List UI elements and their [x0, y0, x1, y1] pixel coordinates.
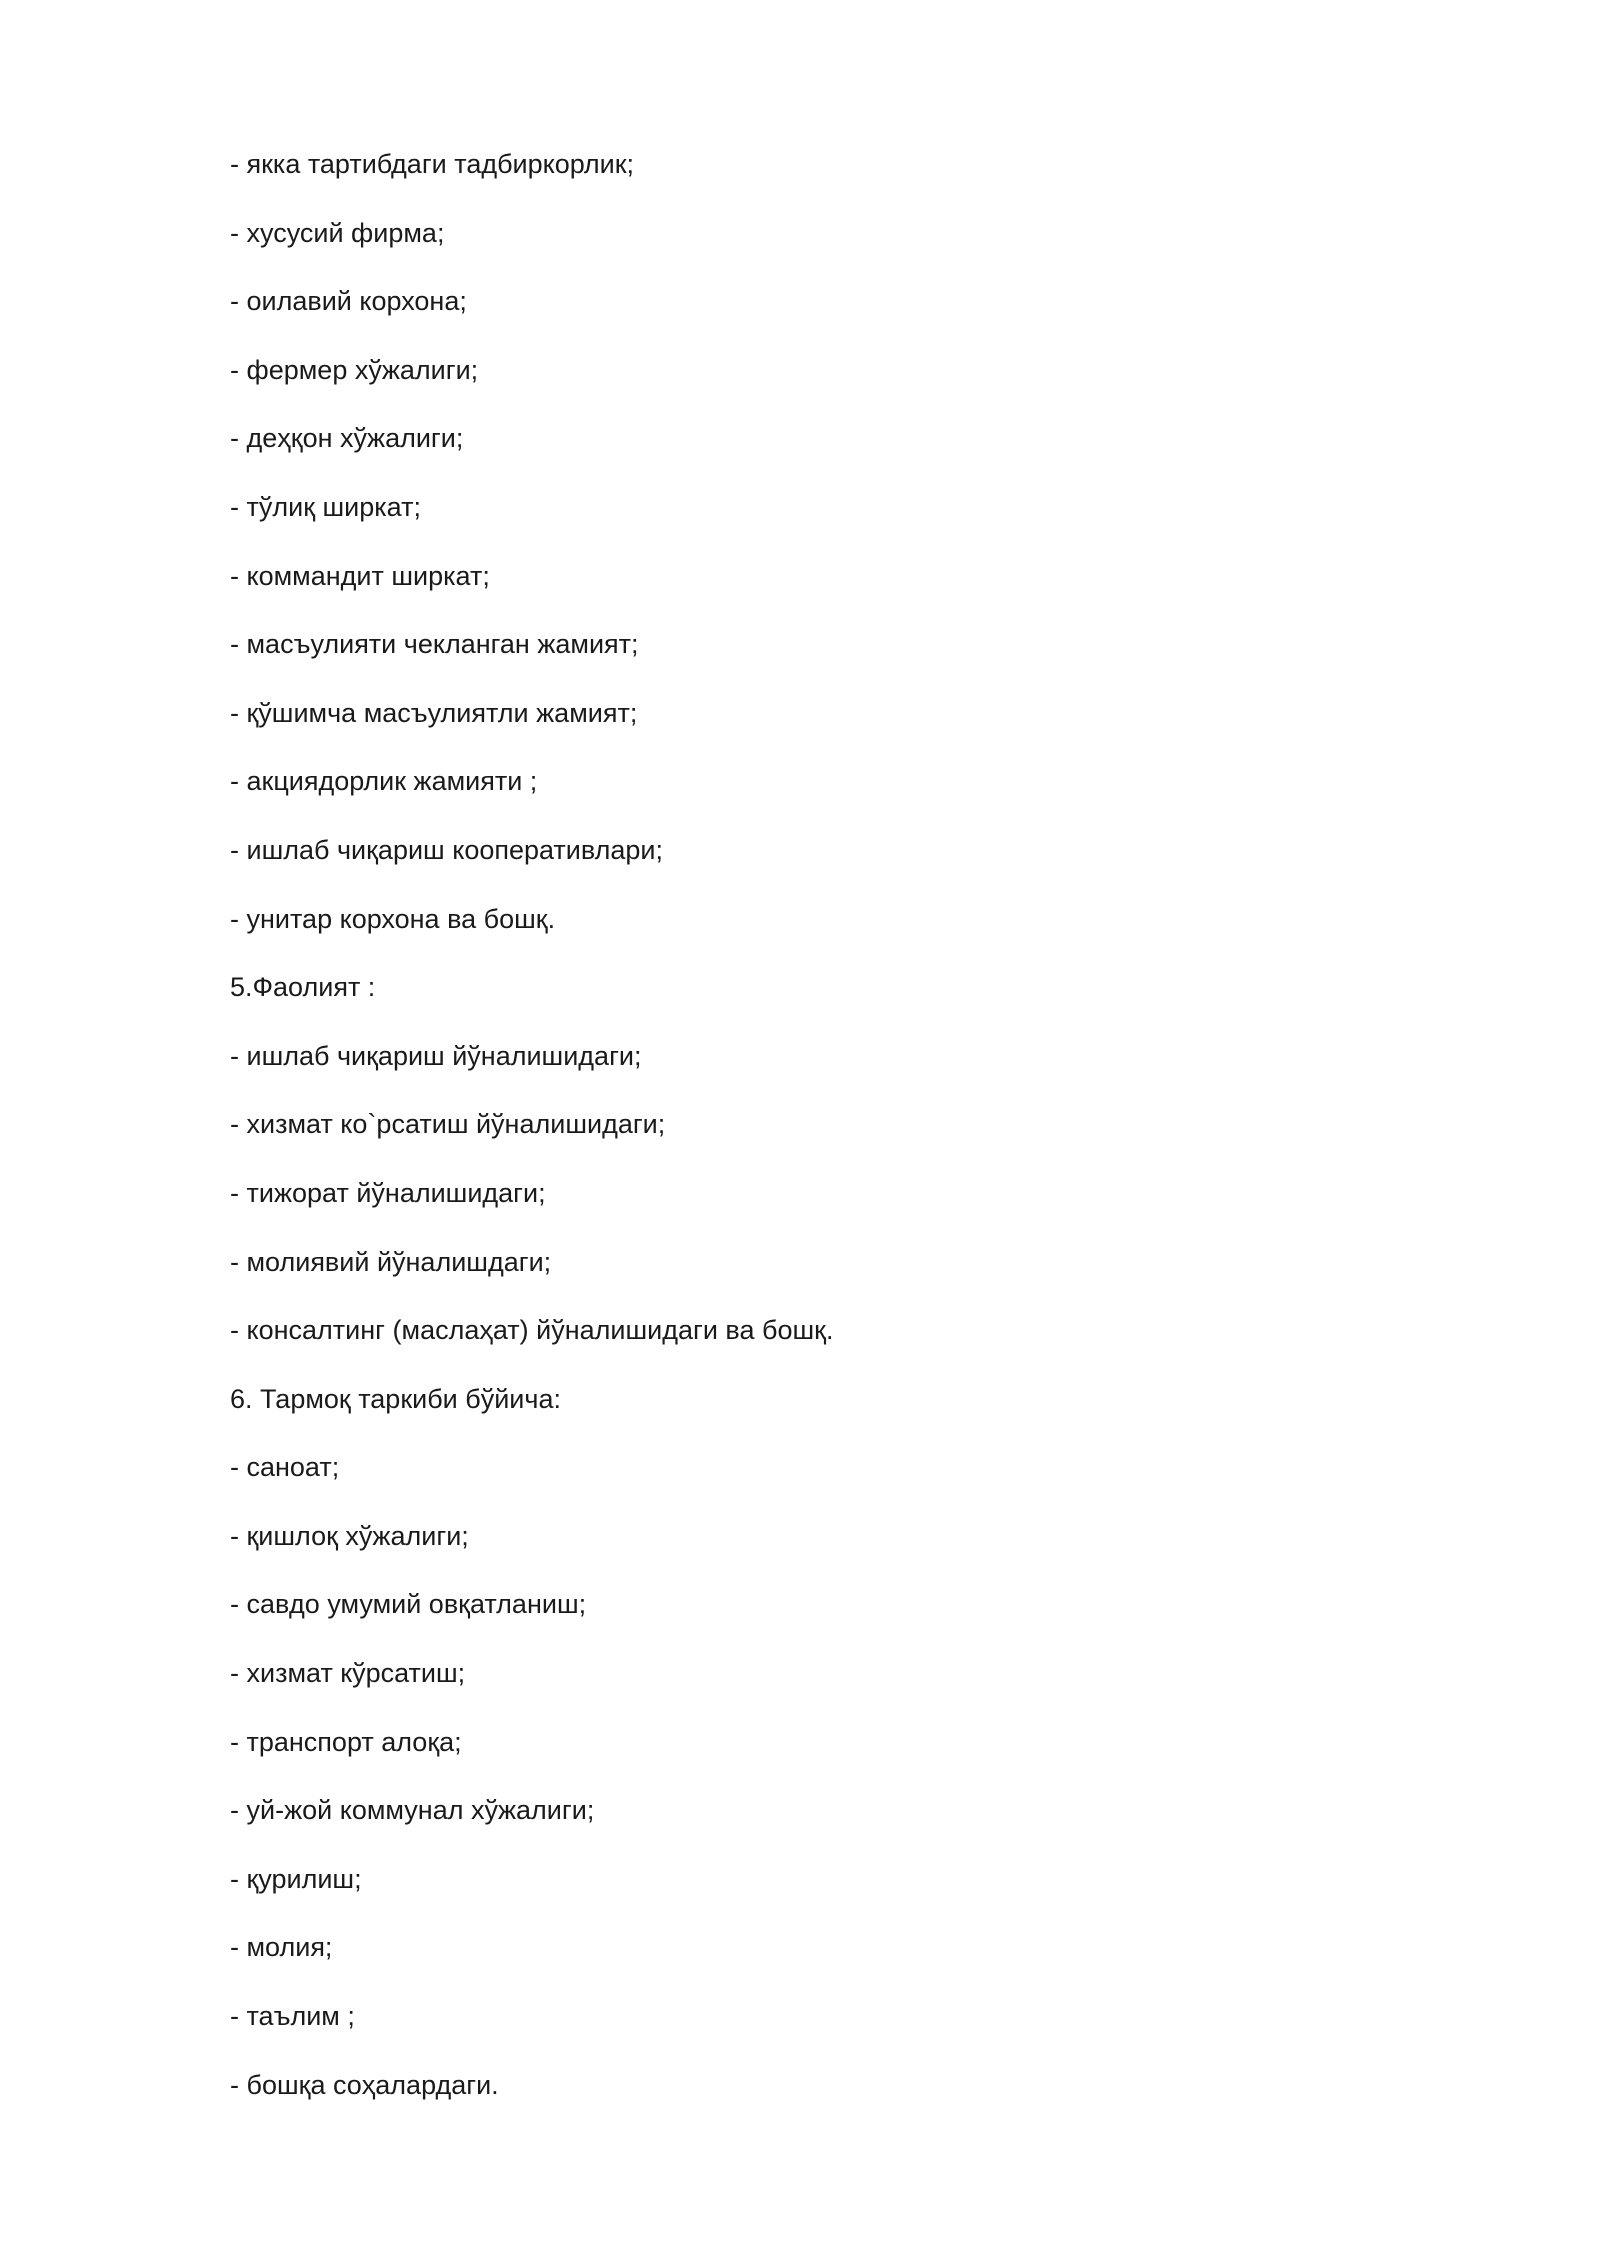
list-item: - савдо умумий овқатланиш;	[230, 1589, 587, 1620]
list-item: - консалтинг (маслаҳат) йўналишидаги ва бошқ.	[230, 1315, 834, 1346]
list-item: - ишлаб чиқариш кооперативлари;	[230, 834, 663, 865]
list-item: - деҳқон хўжалиги;	[230, 423, 464, 454]
list-item: - фермер хўжалиги;	[230, 354, 479, 385]
list-item: - молиявий йўналишдаги;	[230, 1246, 552, 1277]
list-item: - коммандит ширкат;	[230, 560, 490, 591]
list-item: - хизмат кўрсатиш;	[230, 1658, 466, 1689]
list-item: - хизмат ко`рсатиш йўналишидаги;	[230, 1109, 666, 1140]
list-item: - уй-жой коммунал хўжалиги;	[230, 1795, 595, 1826]
list-item: - ишлаб чиқариш йўналишидаги;	[230, 1040, 642, 1071]
list-item: - транспорт алоқа;	[230, 1726, 462, 1757]
list-item: - тўлиқ ширкат;	[230, 491, 421, 522]
list-item: - масъулияти чекланган жамият;	[230, 629, 639, 660]
list-item: - унитар корхона ва бошқ.	[230, 903, 556, 934]
section-heading-sector: 6. Тармоқ таркиби бўйича:	[230, 1383, 561, 1414]
list-item: - якка тартибдаги тадбиркорлик;	[230, 149, 635, 179]
list-item: - тижорат йўналишидаги;	[230, 1177, 546, 1208]
section-heading-activity: 5.Фаолият :	[230, 972, 376, 1003]
list-item: - хусусий фирма;	[230, 217, 445, 248]
list-item: - қурилиш;	[230, 1863, 362, 1894]
list-item: - бошқа соҳалардаги.	[230, 2069, 499, 2100]
list-item: - оилавий корхона;	[230, 286, 467, 317]
document-body	[230, 147, 1430, 2136]
list-item: - акциядорлик жамияти ;	[230, 766, 538, 797]
list-item: - қишлоқ хўжалиги;	[230, 1520, 469, 1551]
list-item: - таълим ;	[230, 2001, 355, 2032]
list-item: - молия;	[230, 1932, 333, 1963]
list-item: - саноат;	[230, 1452, 340, 1483]
list-item: - қўшимча масъулиятли жамият;	[230, 697, 638, 728]
